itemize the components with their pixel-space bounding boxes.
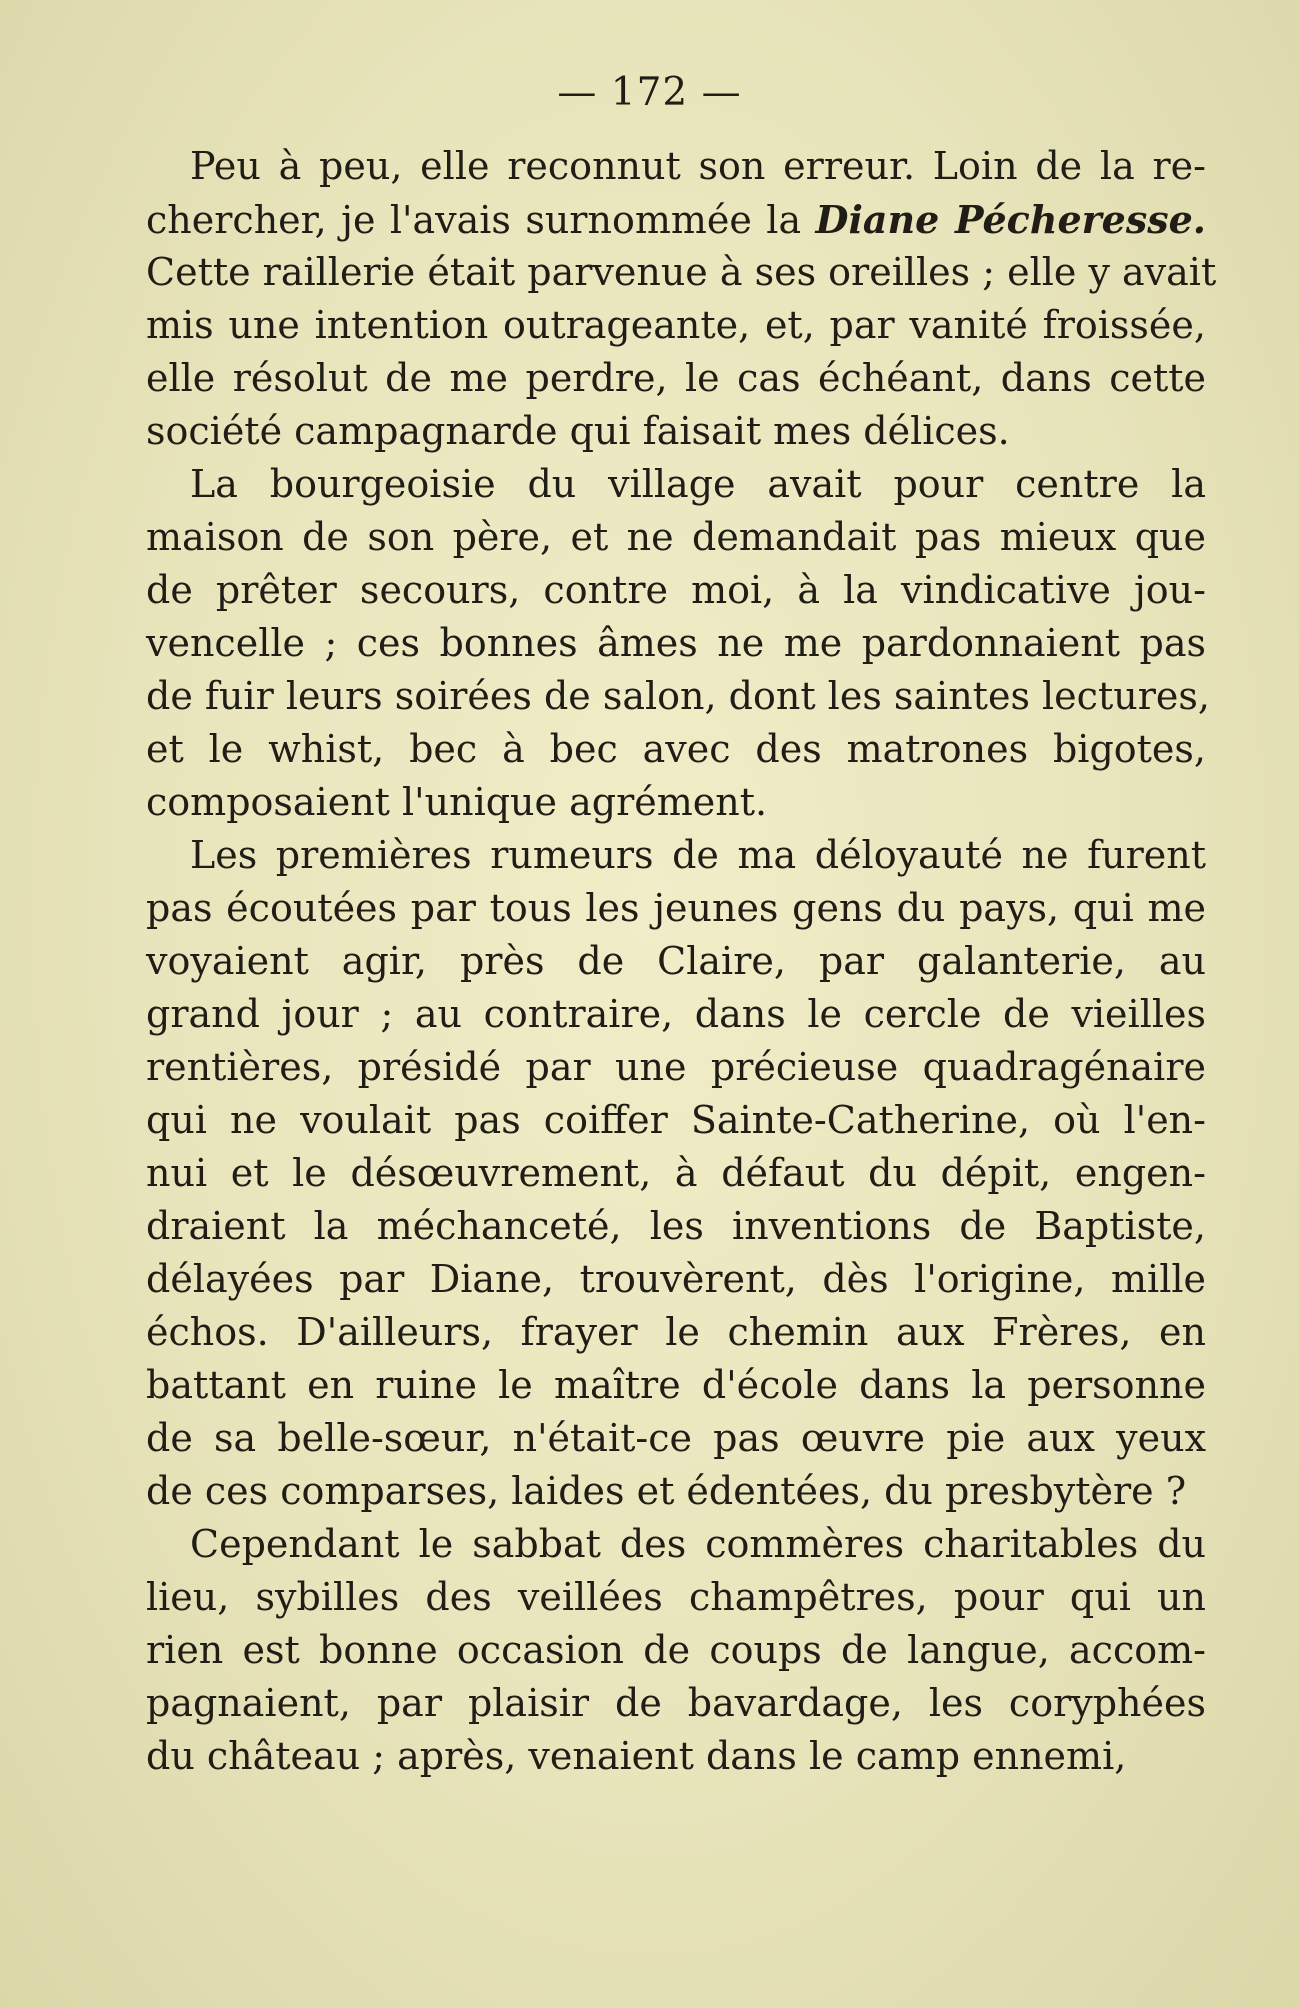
paragraph: [146, 829, 1206, 1518]
text-line: [146, 299, 1206, 352]
text-segment: vencelle ; ces bonnes âmes ne me pardonnaient pas: [146, 621, 1206, 665]
text-segment: voyaient agir, près de Claire, par galanterie, au: [146, 939, 1206, 983]
text-line: [146, 1730, 1206, 1783]
text-line: [146, 882, 1206, 935]
text-segment: de ces comparses, laides et édentées, du presbytère ?: [146, 1469, 1187, 1513]
text-segment: de prêter secours, contre moi, à la vindicative jou-: [146, 568, 1206, 612]
text-segment: rien est bonne occasion de coups de langue, accom-: [146, 1628, 1206, 1672]
text-line: [146, 1677, 1206, 1730]
text-line: [146, 193, 1206, 246]
paragraph: [146, 140, 1217, 458]
text-line: [146, 511, 1206, 564]
text-line: [146, 935, 1206, 988]
text-segment: de fuir leurs soirées de salon, dont les saintes lectures,: [146, 674, 1210, 718]
text-line: [146, 1571, 1206, 1624]
text-segment: société campagnarde qui faisait mes délices.: [146, 409, 1010, 453]
text-segment: Les premières rumeurs de ma déloyauté ne furent: [190, 833, 1206, 877]
text-line: [146, 1147, 1206, 1200]
text-segment: rentières, présidé par une précieuse quadragénaire: [146, 1045, 1206, 1089]
text-segment: grand jour ; au contraire, dans le cercle de vieilles: [146, 992, 1206, 1036]
text-line: [146, 405, 1206, 458]
text-segment: et le whist, bec à bec avec des matrones bigotes,: [146, 727, 1206, 771]
text-segment: pas écoutées par tous les jeunes gens du pays, qui me: [146, 886, 1206, 930]
paragraph: [146, 458, 1210, 829]
text-segment: Cette raillerie était parvenue à ses oreilles ; elle y avait: [146, 250, 1217, 294]
text-line: [146, 1041, 1206, 1094]
text-line: [146, 723, 1206, 776]
text-line: [146, 140, 1206, 193]
text-segment: de sa belle-sœur, n'était-ce pas œuvre pie aux yeux: [146, 1416, 1206, 1460]
text-line: [146, 1412, 1206, 1465]
text-segment: elle résolut de me perdre, le cas échéant, dans cette: [146, 356, 1206, 400]
text-line: [146, 1306, 1206, 1359]
text-segment: mis une intention outrageante, et, par vanité froissée,: [146, 303, 1206, 347]
text-line: [146, 564, 1206, 617]
text-line: [146, 1200, 1206, 1253]
text-segment: pagnaient, par plaisir de bavardage, les coryphées: [146, 1681, 1206, 1725]
text-segment: battant en ruine le maître d'école dans la personne: [146, 1363, 1206, 1407]
text-line: [146, 829, 1206, 882]
italic-text: Diane Pécheresse.: [815, 197, 1207, 242]
text-segment: draient la méchanceté, les inventions de Baptiste,: [146, 1204, 1206, 1248]
text-line: [146, 1094, 1206, 1147]
text-segment: La bourgeoisie du village avait pour centre la: [190, 462, 1206, 506]
text-line: [146, 1359, 1206, 1412]
text-segment: délayées par Diane, trouvèrent, dès l'origine, mille: [146, 1257, 1206, 1301]
text-segment: qui ne voulait pas coiffer Sainte-Catherine, où l'en-: [146, 1098, 1206, 1142]
text-line: [146, 458, 1206, 511]
text-segment: composaient l'unique agrément.: [146, 780, 768, 824]
text-segment: Cependant le sabbat des commères charitables du: [190, 1522, 1206, 1566]
text-line: [146, 352, 1206, 405]
text-segment: chercher, je l'avais surnommée la: [146, 198, 816, 242]
text-segment: maison de son père, et ne demandait pas mieux que: [146, 515, 1206, 559]
text-segment: échos. D'ailleurs, frayer le chemin aux Frères, en: [146, 1310, 1206, 1354]
text-segment: lieu, sybilles des veillées champêtres, pour qui un: [146, 1575, 1206, 1619]
body-text: [146, 140, 1217, 1783]
text-segment: du château ; après, venaient dans le camp ennemi,: [146, 1734, 1127, 1778]
text-line: [146, 617, 1206, 670]
text-segment: nui et le désœuvrement, à défaut du dépit, engen-: [146, 1151, 1206, 1195]
page-number: — 172 —: [557, 70, 742, 115]
text-line: [146, 1624, 1206, 1677]
text-line: [146, 1465, 1206, 1518]
paragraph: [146, 1518, 1206, 1783]
text-line: [146, 776, 1206, 829]
text-line: [146, 670, 1210, 723]
text-line: [146, 1518, 1206, 1571]
text-segment: Peu à peu, elle reconnut son erreur. Loin de la re-: [190, 144, 1206, 188]
text-line: [146, 1253, 1206, 1306]
text-line: [146, 988, 1206, 1041]
text-line: [146, 246, 1217, 299]
